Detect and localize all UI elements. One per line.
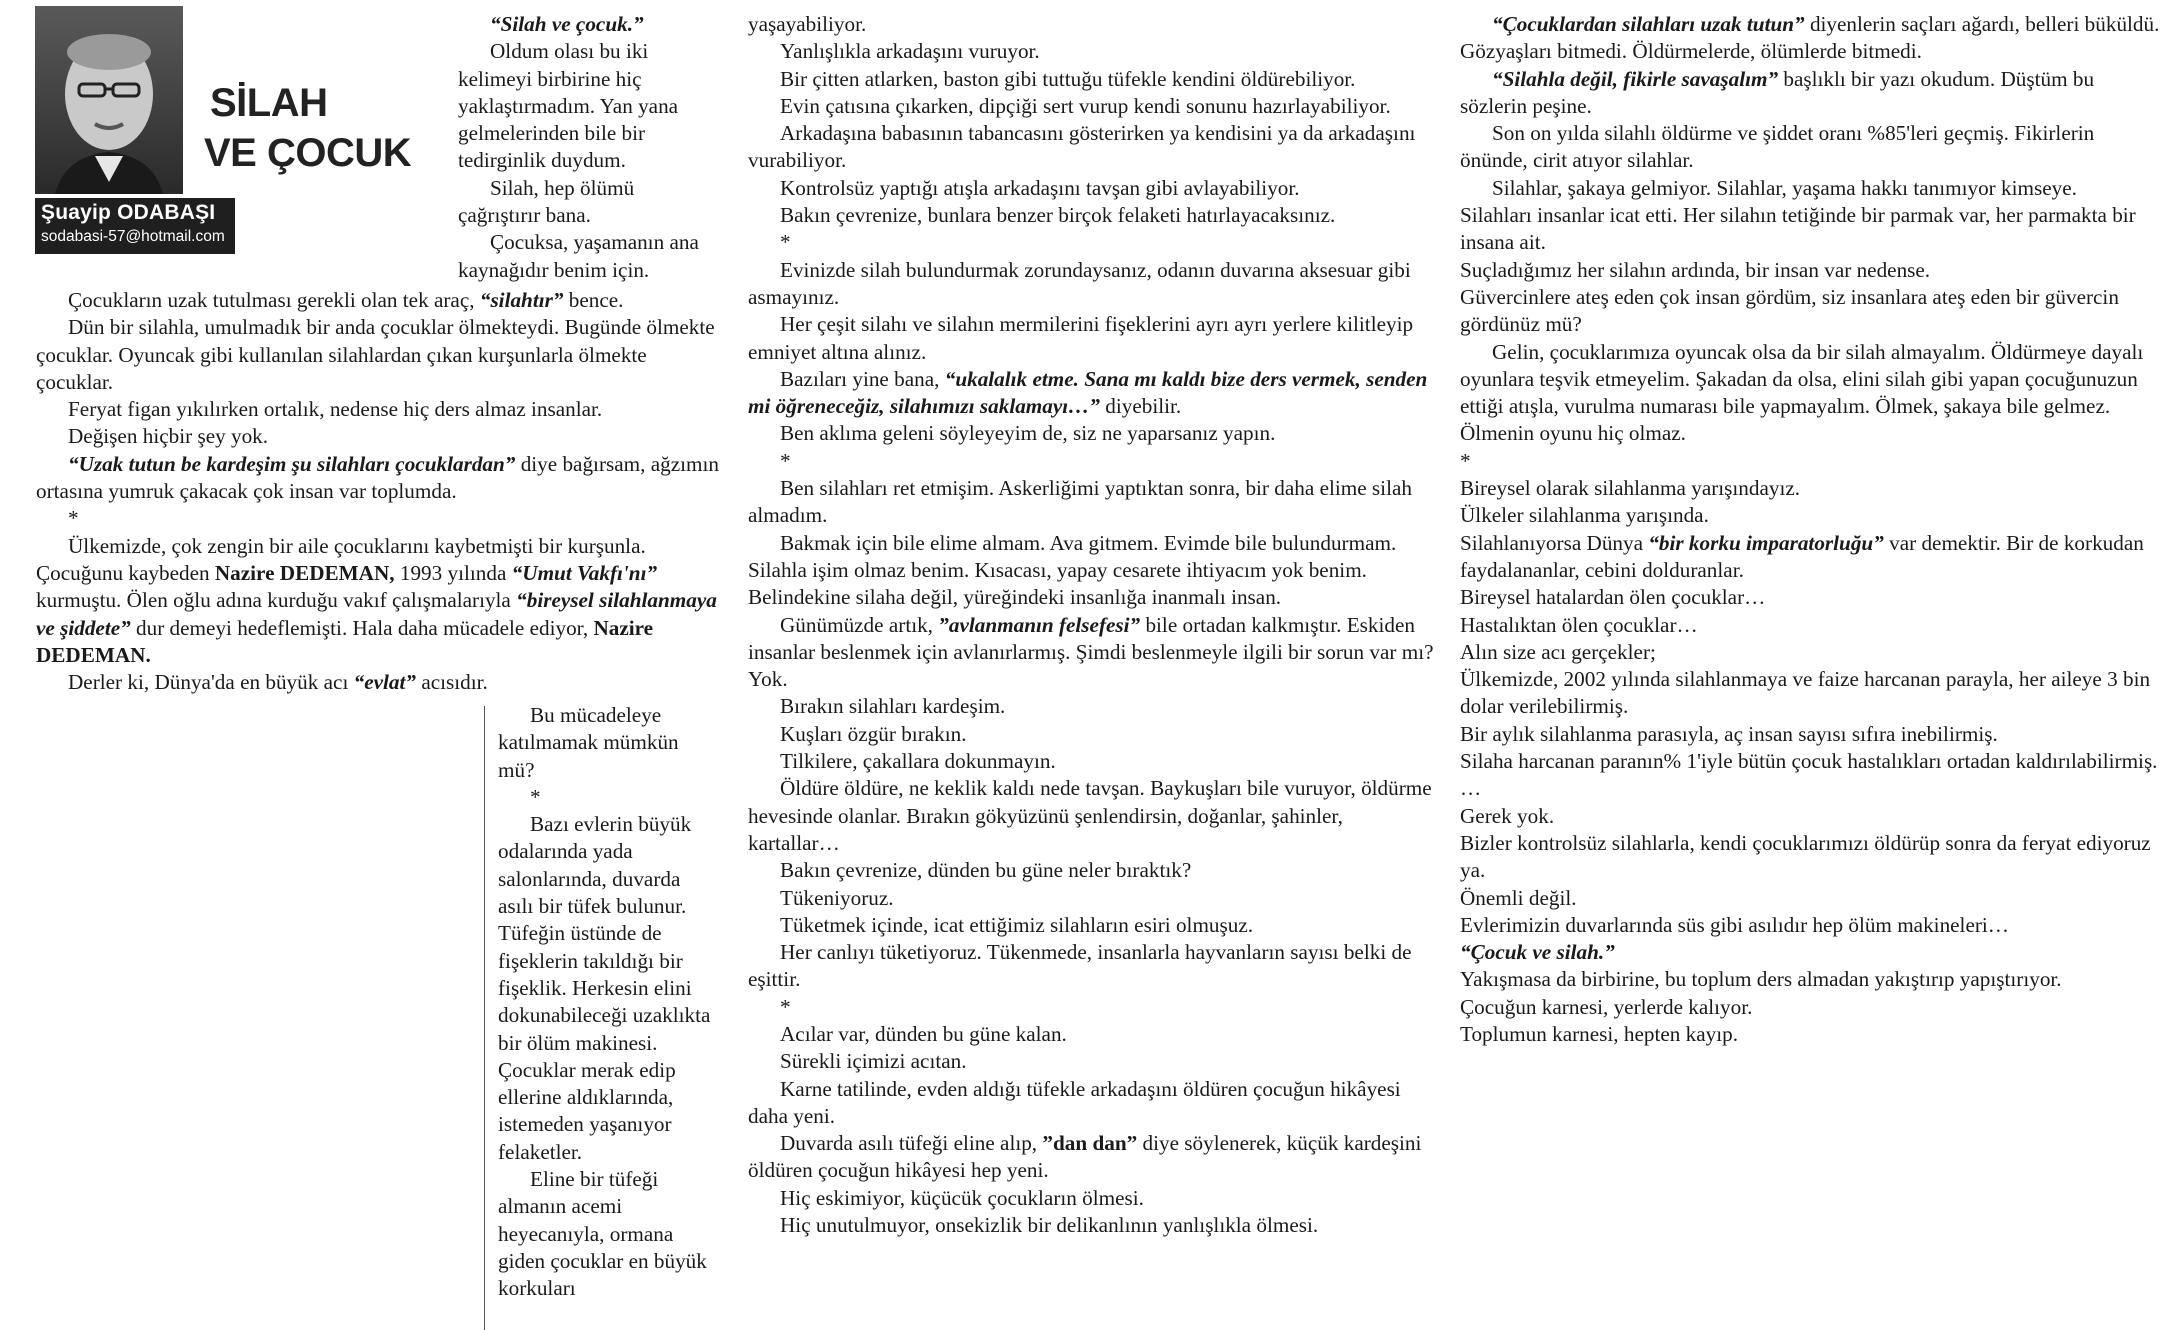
paragraph: Bireysel hatalardan ölen çocuklar… — [1460, 585, 1766, 610]
paragraph: Ülkeler silahlanma yarışında. — [1460, 503, 1709, 528]
paragraph: Derler ki, Dünya'da en büyük acı “evlat” acısıdır. — [68, 670, 488, 695]
paragraph: Yakışmasa da birbirine, bu toplum ders almadan yakıştırıp yapıştırıyor. — [1460, 967, 2062, 992]
paragraph: Bizler kontrolsüz silahlarla, kendi çocuklarımızı öldürüp sonra da feryat ediyoruz ya. — [1460, 830, 2151, 883]
paragraph: Silaha harcanan paranın% 1'iyle bütün çocuk hastalıkları ortadan kaldırılabilirmiş. — [1460, 749, 2158, 774]
paragraph: Sürekli içimizi acıtan. — [780, 1049, 967, 1074]
paragraph: Bir çitten atlarken, baston gibi tuttuğu tüfekle kendini öldürebiliyor. — [780, 66, 1356, 91]
article-title — [204, 78, 411, 178]
paragraph: Oldum olası bu iki kelimeyi birbirine hiç yaklaştırmadım. Yan yana gelmelerinden bile bir tedirginlik duydum. — [458, 39, 679, 173]
paragraph: Bireysel olarak silahlanma yarışındayız. — [1460, 476, 1801, 501]
paragraph: Toplumun karnesi, hepten kayıp. — [1460, 1021, 1739, 1046]
paragraph: Öldüre öldüre, ne keklik kaldı nede tavşan. Baykuşları bile vuruyor, öldürme hevesinde olanlar. Bırakın gökyüzünü şenlendirsin, doğanlar, şahinler, kartallar… — [748, 776, 1432, 855]
paragraph: Bazı evlerin büyük odalarında yada salonlarında, duvarda asılı bir tüfek bulunur. Tüfeğin üstünde de fişeklerin takıldığı bir fişeklik. Herkesin elini dokunabileceği uzaklıkta bir ölüm makinesi. Çocuklar merak edip ellerine aldıklarında, istemeden yaşanıyor felaketler. — [498, 812, 711, 1164]
section-separator: * — [68, 506, 79, 531]
paragraph: Hiç unutulmuyor, onsekizlik bir delikanlının yanlışlıkla ölmesi. — [780, 1213, 1319, 1238]
column-1 — [36, 287, 721, 696]
paragraph: Son on yılda silahlı öldürme ve şiddet oranı %85'leri geçmiş. Fikirlerin önünde, cirit atıyor silahlar. — [1460, 121, 2095, 173]
section-separator: * — [530, 784, 541, 809]
paragraph: Tükeniyoruz. — [780, 885, 894, 910]
paragraph: … — [1460, 776, 1482, 801]
paragraph: Ben aklıma geleni söyleyeyim de, siz ne yaparsanız yapın. — [780, 421, 1276, 446]
paragraph: Feryat figan yıkılırken ortalık, nedense hiç ders almaz insanlar. — [68, 397, 603, 422]
section-separator: * — [780, 230, 791, 255]
section-separator: * — [780, 994, 791, 1019]
paragraph: yaşayabiliyor. — [748, 12, 867, 36]
paragraph: Dün bir silahla, umulmadık bir anda çocuklar ölmekteydi. Bugünde ölmekte çocuklar. Oyuncak gibi kullanılan silahlardan çıkan kurşunlarla ölmekte çocuklar. — [36, 315, 715, 394]
paragraph: Yanlışlıkla arkadaşını vuruyor. — [780, 39, 1040, 64]
paragraph: “Uzak tutun be kardeşim şu silahları çocuklardan” diye bağırsam, ağzımın ortasına yumruk çakacak çok insan var toplumda. — [36, 451, 719, 504]
paragraph: Her çeşit silahı ve silahın mermilerini fişeklerini ayrı ayrı yerlere kilitleyip emniyet altına alınız. — [748, 312, 1414, 364]
author-email: sodabasi-57@hotmail.com — [41, 228, 225, 245]
paragraph: Silahları insanlar icat etti. Her silahın tetiğinde bir parmak var, her parmakta bir insana ait. — [1460, 203, 2136, 255]
paragraph: Değişen hiçbir şey yok. — [68, 424, 269, 449]
paragraph: Bakın çevrenize, dünden bu güne neler bıraktık? — [780, 858, 1192, 883]
paragraph: Tilkilere, çakallara dokunmayın. — [780, 749, 1056, 774]
column-1-top — [458, 11, 718, 284]
author-photo — [35, 6, 183, 194]
paragraph: Ülkemizde, 2002 yılında silahlanmaya ve faize harcanan parayla, her aileye 3 bin dolar verilebilirmiş. — [1460, 667, 2151, 719]
paragraph: Eline bir tüfeği almanın acemi heyecanıyla, ormana giden çocuklar en büyük korkuları — [498, 1167, 707, 1301]
column-rule — [484, 706, 485, 1330]
paragraph: “Silahla değil, fikirle savaşalım” başlıklı bir yazı okudum. Düştüm bu sözlerin peşine. — [1460, 66, 2095, 118]
author-name: Şuayip ODABAŞI — [41, 201, 216, 224]
paragraph: Ülkemizde, çok zengin bir aile çocuklarını kaybetmişti bir kurşunla. Çocuğunu kaybeden Nazire DEDEMAN, 1993 yılında “Umut Vakfı'nı” kurmuştu. Ölen oğlu adına kurduğu vakıf çalışmalarıyla “bireysel silahlanmaya ve şiddete” dur demeyi hedeflemişti. Hala daha mücadele ediyor, Nazire DEDEMAN. — [36, 533, 717, 667]
section-separator: * — [1460, 448, 1471, 473]
title-line-1: SİLAH — [210, 81, 328, 125]
column-1-box — [498, 702, 720, 1303]
paragraph: Kuşları özgür bırakın. — [780, 721, 967, 746]
paragraph: Hiç eskimiyor, küçücük çocukların ölmesi. — [780, 1185, 1144, 1210]
paragraph: Ben silahları ret etmişim. Askerliğimi yaptıktan sonra, bir daha elime silah almadım. — [748, 476, 1412, 528]
paragraph: Her canlıyı tüketiyoruz. Tükenmede, insanlarla hayvanların sayısı belki de eşittir. — [748, 940, 1412, 992]
paragraph: Alın size acı gerçekler; — [1460, 639, 1656, 664]
paragraph: Çocuğun karnesi, yerlerde kalıyor. — [1460, 994, 1753, 1019]
column-3 — [1460, 11, 2160, 1048]
paragraph: Duvarda asılı tüfeği eline alıp, ”dan dan” diye söylenerek, küçük kardeşini öldüren çocuğun hikâyesi hep yeni. — [748, 1131, 1422, 1183]
paragraph: “Çocuk ve silah.” — [1460, 940, 1615, 965]
paragraph: Silah, hep ölümü çağrıştırır bana. — [458, 175, 635, 228]
paragraph: Kontrolsüz yaptığı atışla arkadaşını tavşan gibi avlayabiliyor. — [780, 175, 1300, 200]
author-byline — [35, 198, 235, 254]
paragraph: Bir aylık silahlanma parasıyla, aç insan sayısı sıfıra inebilirmiş. — [1460, 721, 1998, 746]
title-line-2: VE ÇOCUK — [204, 131, 412, 175]
section-separator: * — [780, 448, 791, 473]
paragraph: Gelin, çocuklarımıza oyuncak olsa da bir silah almayalım. Öldürmeye dayalı oyunlara teşvik etmeyelim. Şakadan da olsa, elini silah gibi yapan çocuğunuzun ettiği atışla, vurulma numarası bile yapmayalım. Ölmek, şakaya bile gelmez. Ölmenin oyunu hiç olmaz. — [1460, 339, 2144, 446]
paragraph: Acılar var, dünden bu güne kalan. — [780, 1021, 1067, 1046]
paragraph: Arkadaşına babasının tabancasını gösterirken ya kendisini ya da arkadaşını vurabiliyor. — [748, 121, 1416, 173]
paragraph: Güvercinlere ateş eden çok insan gördüm, siz insanlara ateş eden bir güvercin gördünüz mü? — [1460, 284, 2119, 337]
paragraph: Tüketmek içinde, icat ettiğimiz silahların esiri olmuşuz. — [780, 912, 1254, 937]
paragraph: Evlerimizin duvarlarında süs gibi asılıdır hep ölüm makineleri… — [1460, 912, 2009, 937]
paragraph: Silahlanıyorsa Dünya “bir korku imparatorluğu” var demektir. Bir de korkudan faydalananlar, cebini dolduranlar. — [1460, 530, 2144, 582]
paragraph: Bu mücadeleye katılmamak mümkün mü? — [498, 703, 679, 782]
paragraph: Evin çatısına çıkarken, dipçiği sert vurup kendi sonunu hazırlayabiliyor. — [780, 93, 1391, 118]
paragraph: Günümüzde artık, ”avlanmanın felsefesi” bile ortadan kalkmıştır. Eskiden insanlar beslenmek için avlanırlarmış. Şimdi beslenmeyle ilgili bir sorun var mı? Yok. — [748, 612, 1434, 692]
paragraph: Çocukların uzak tutulması gerekli olan tek araç, “silahtır” bence. — [68, 288, 624, 312]
paragraph: Bırakın silahları kardeşim. — [780, 694, 1006, 719]
paragraph: Bakmak için bile elime almam. Ava gitmem. Evimde bile bulundurmam. Silahla işim olmaz benim. Kısacası, yapay cesarete ihtiyacım yok benim. Belindekine silaha değil, yüreğindeki insanlığa inanmalı insan. — [748, 530, 1397, 610]
paragraph: Bazıları yine bana, “ukalalık etme. Sana mı kaldı bize ders vermek, senden mi öğreneceğiz, silahımızı saklamayı…” diyebilir. — [748, 366, 1428, 419]
column-2 — [748, 11, 1438, 1239]
paragraph: Önemli değil. — [1460, 885, 1577, 910]
paragraph: Bakın çevrenize, bunlara benzer birçok felaketi hatırlayacaksınız. — [780, 203, 1336, 228]
paragraph: Karne tatilinde, evden aldığı tüfekle arkadaşını öldüren çocuğun hikâyesi daha yeni. — [748, 1076, 1401, 1128]
paragraph: Çocuksa, yaşamanın ana kaynağıdır benim için. — [458, 230, 699, 282]
paragraph: Silahlar, şakaya gelmiyor. Silahlar, yaşama hakkı tanımıyor kimseye. — [1492, 175, 2077, 200]
paragraph: Evinizde silah bulundurmak zorundaysanız, odanın duvarına aksesuar gibi asmayınız. — [748, 257, 1411, 309]
paragraph: Suçladığımız her silahın ardında, bir insan var nedense. — [1460, 257, 1931, 282]
paragraph: Gerek yok. — [1460, 803, 1555, 828]
paragraph: “Silah ve çocuk.” — [490, 12, 644, 36]
paragraph: “Çocuklardan silahları uzak tutun” diyenlerin saçları ağardı, belleri büküldü. Gözyaşları bitmedi. Öldürmelerde, ölümlerde bitmedi. — [1460, 12, 2160, 64]
paragraph: Hastalıktan ölen çocuklar… — [1460, 612, 1698, 637]
